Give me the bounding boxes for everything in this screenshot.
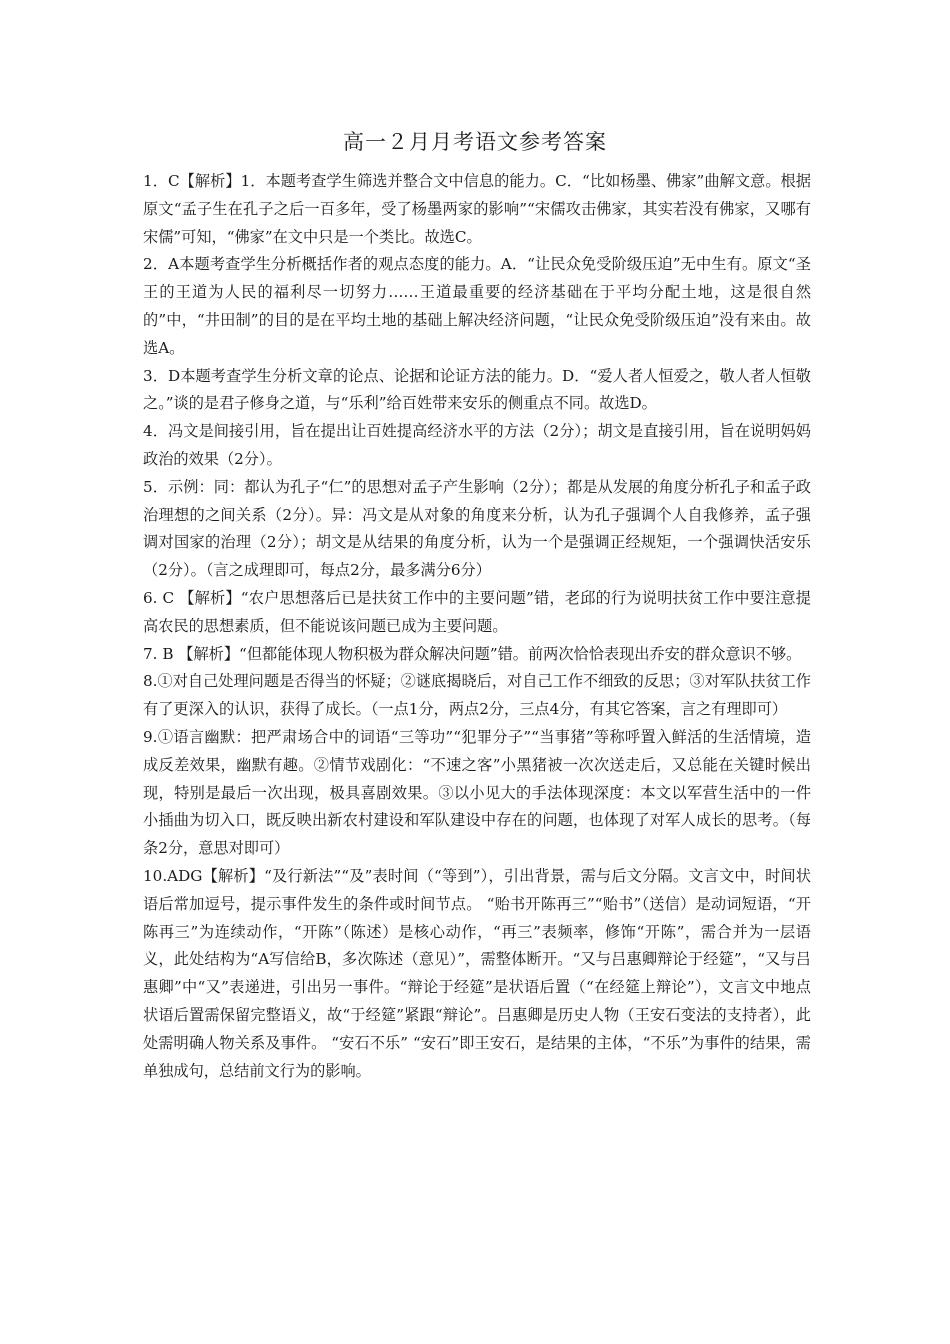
answer-item-3: 3．D本题考查学生分析文章的论点、论据和论证方法的能力。D．“爱人者人恒爱之，敬人者人恒敬之。”谈的是君子修身之道，与“乐利”给百姓带来安乐的侧重点不同。故选D。: [143, 366, 811, 413]
answer-item-4: 4．冯文是间接引用，旨在提出让百姓提高经济水平的方法（2分）；胡文是直接引用，旨在说明妈妈政治的效果（2分）。: [143, 422, 811, 468]
answer-item-7: 7. B 【解析】“但都能体现人物积极为群众解决问题”错。前两次恰恰表现出乔安的群众意识不够。: [143, 644, 802, 663]
answer-item-8: 8.①对自己处理问题是否得当的怀疑；②谜底揭晓后，对自己工作不细致的反思；③对军队扶贫工作有了更深入的认识，获得了成长。（一点1分，两点2分，三点4分，有其它答案，言之有理即可）: [143, 672, 811, 719]
answer-item-9: 9.①语言幽默：把严肃场合中的词语“三等功”“犯罪分子”“当事猪”等称呼置入鲜活的生活情境，造成反差效果，幽默有趣。②情节戏剧化：“不速之客”小黑猪被一次次送走后，又总能在关键时候出现，特别是最后一次出现，极具喜剧效果。③以小见大的手法体现深度：本文以军营生活中的一件小插曲为切入口，既反映出新农村建设和军队建设中存在的问题，也体现了对军人成长的思考。（每条2分，意思对即可）: [143, 727, 811, 858]
answer-item-5: 5．示例：同：都认为孔子“仁”的思想对孟子产生影响（2分）；都是从发展的角度分析孔子和孟子政治理想的之间关系（2分）。异：冯文是从对象的角度来分析，认为孔子强调个人自我修养，孟子强调对国家的治理（2分）；胡文是从结果的角度分析，认为一个是强调正经规矩，一个强调快活安乐（2分）。（言之成理即可，每点2分，最多满分6分）: [143, 477, 811, 580]
answer-item-1: 1．C【解析】1．本题考查学生筛选并整合文中信息的能力。C．“比如杨墨、佛家”曲解文意。根据原文“孟子生在孔子之后一百多年，受了杨墨两家的影响”“宋儒攻击佛家，其实若没有佛家，又哪有宋儒”可知，“佛家”在文中只是一个类比。故选C。: [143, 172, 811, 246]
answer-item-2: 2．A本题考查学生分析概括作者的观点态度的能力。A．“让民众免受阶级压迫”无中生有。原文“圣王的王道为人民的福利尽一切努力……王道最重要的经济基础在于平均分配土地，这是很自然的”中，“井田制”的目的是在平均土地的基础上解决经济问题，“让民众免受阶级压迫”没有来由。故选A。: [143, 255, 811, 357]
page-title: 高一２月月考语文参考答案: [343, 130, 607, 154]
answer-item-6: 6. C 【解析】“农户思想落后已是扶贫工作中的主要问题”错，老邱的行为说明扶贫工作中要注意提高农民的思想素质，但不能说该问题已成为主要问题。: [143, 588, 811, 635]
answer-list: [143, 168, 811, 1085]
answer-item-10: 10.ADG【解析】“及行新法”“及”表时间（“等到”），引出背景，需与后文分隔。文言文中，时间状语后常加逗号，提示事件发生的条件或时间节点。 “贻书开陈再三”“贻书”（送信）是动词短语，“开陈再三”为连续动作，“开陈”（陈述）是核心动作，“再三”表频率，修饰“开陈”，需合并为一层语义，此处结构为“A写信给B，多次陈述（意见）”，需整体断开。“又与吕惠卿辩论于经筵”，“又与吕惠卿”中“又”表递进，引出另一事件。“辩论于经筵”是状语后置（“在经筵上辩论”），文言文中地点状语后置需保留完整语义，故“于经筵”紧跟“辩论”。吕惠卿是历史人物（王安石变法的支持者），此处需明确人物关系及事件。 “安石不乐” “安石”即王安石，是结果的主体，“不乐”为事件的结果，需单独成句，总结前文行为的影响。: [143, 866, 811, 1080]
